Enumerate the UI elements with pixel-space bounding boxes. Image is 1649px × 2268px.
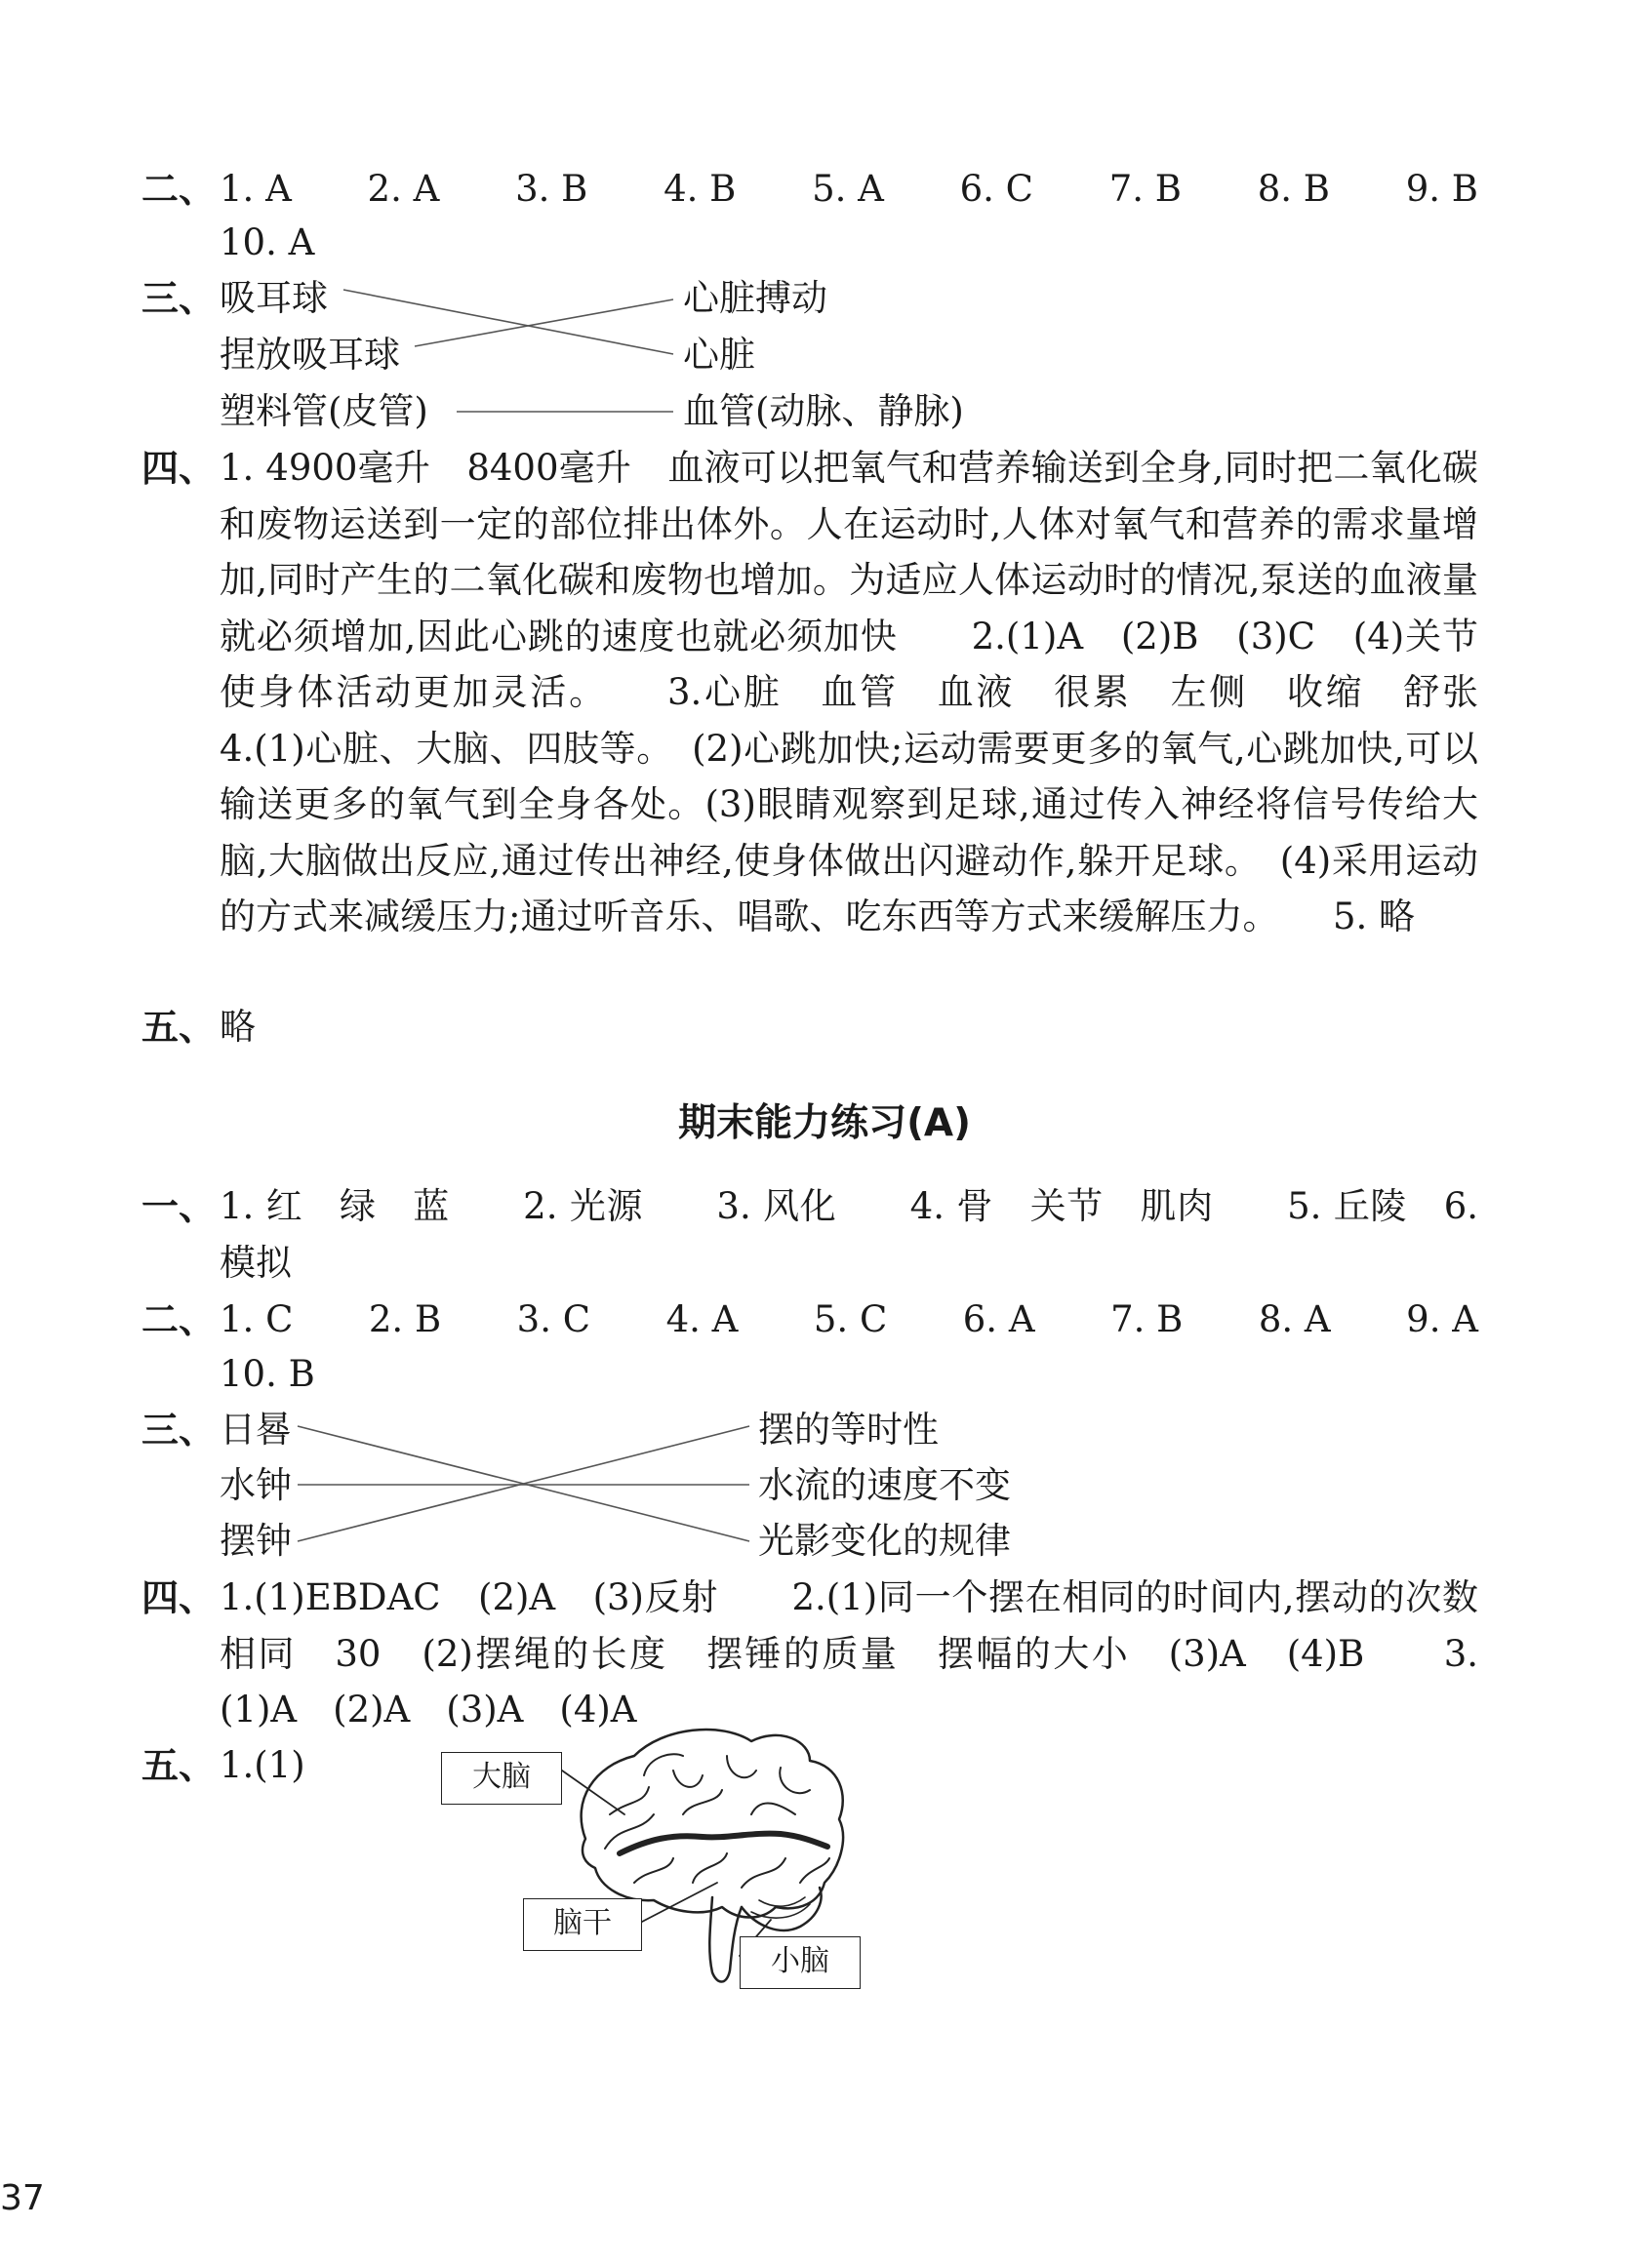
- match-right-item: 心脏: [683, 334, 755, 376]
- question-4-marker: 四、: [141, 1576, 217, 1619]
- question-5-answer: 1.(1): [220, 1744, 305, 1786]
- match-right-item: 水流的速度不变: [758, 1464, 1011, 1506]
- answer-item: 5. A: [812, 168, 884, 210]
- answer-item: 3. B: [515, 168, 588, 210]
- question-3-marker: 三、: [141, 277, 217, 320]
- match-right-item: 心脏搏动: [683, 277, 827, 319]
- question-5-answer: 略: [220, 1006, 256, 1048]
- question-2-answer-10: 10. A: [220, 221, 315, 263]
- leader-line: [562, 1771, 624, 1814]
- match-right-item: 血管(动脉、静脉): [683, 390, 964, 432]
- answer-item: 9. B: [1405, 168, 1478, 210]
- match-left-item: 捏放吸耳球: [220, 334, 400, 376]
- page-number: 37: [0, 2178, 45, 2218]
- question-2-marker: 二、: [141, 1298, 217, 1341]
- answer-item: 8. B: [1257, 168, 1330, 210]
- match-right-item: 摆的等时性: [758, 1409, 939, 1451]
- answer-item: 3. C: [516, 1298, 591, 1340]
- answer-item: 1. A: [220, 168, 292, 210]
- question-4-answer: 1. 4900毫升 8400毫升 血液可以把氧气和营养输送到全身,同时把二氧化碳和废物运送到一定的部位排出体外。人在运动时,人体对氧气和营养的需求量增加,同时产生的二氧化碳和废物也增加。为适应人体运动时的情况,泵送的血液量就必须增加,因此心跳的速度也就必须加快 2.(1)A (2)B (3)C (4)关节使身体活动更加灵活。 3.心脏 血管 血液 很累 左侧 收缩 舒张 4.(1)心脏、大脑、四肢等。 (2)心跳加快;运动需要更多的氧气,心跳加快,可以输送更多的氧气到全身各处。(3)眼睛观察到足球,通过传入神经将信号传给大脑,大脑做出反应,通过传出神经,使身体做出闪避动作,躲开足球。 (4)采用运动的方式来减缓压力;通过听音乐、唱歌、吃东西等方式来缓解压力。 5. 略: [220, 447, 1550, 937]
- answer-item: 7. B: [1110, 1298, 1184, 1340]
- answer-item: 2. A: [367, 168, 440, 210]
- match-left-item: 吸耳球: [220, 277, 328, 319]
- question-4-marker: 四、: [141, 447, 217, 490]
- answer-item: 6. A: [962, 1298, 1035, 1340]
- cerebrum-outline: [582, 1730, 843, 1918]
- leader-line: [642, 1883, 717, 1922]
- question-5-marker: 五、: [141, 1744, 217, 1787]
- question-5-marker: 五、: [141, 1006, 217, 1049]
- answer-item: 4. B: [664, 168, 737, 210]
- answer-item: 5. C: [813, 1298, 888, 1340]
- brain-label-cerebrum: 大脑: [441, 1752, 562, 1805]
- brain-label-cerebellum: 小脑: [740, 1936, 861, 1989]
- brain-fissure: [620, 1834, 827, 1853]
- match-right-item: 光影变化的规律: [758, 1520, 1011, 1562]
- answer-item: 8. A: [1258, 1298, 1331, 1340]
- match-left-item: 塑料管(皮管): [220, 390, 428, 432]
- brain-label-brainstem: 脑干: [523, 1898, 642, 1951]
- question-3-marker: 三、: [141, 1409, 217, 1452]
- match-left-item: 水钟: [220, 1464, 292, 1506]
- answer-item: 2. B: [368, 1298, 442, 1340]
- question-1-marker: 一、: [141, 1185, 217, 1228]
- section-title: 期末能力练习(A): [678, 1101, 971, 1145]
- answer-item: 6. C: [959, 168, 1033, 210]
- question-1-answer: 1. 红 绿 蓝 2. 光源 3. 风化 4. 骨 关节 肌肉 5. 丘陵 6. 模拟: [220, 1185, 1478, 1284]
- answer-item: 1. C: [220, 1298, 294, 1340]
- answer-item: 9. A: [1406, 1298, 1478, 1340]
- answer-item: 7. B: [1108, 168, 1182, 210]
- question-2-answer-10: 10. B: [220, 1353, 315, 1395]
- brain-gyri: [605, 1754, 829, 1888]
- answer-item: 4. A: [665, 1298, 739, 1340]
- match-left-item: 摆钟: [220, 1520, 292, 1562]
- question-2-marker: 二、: [141, 168, 217, 211]
- match-left-item: 日晷: [220, 1409, 292, 1451]
- question-4-answer: 1.(1)EBDAC (2)A (3)反射 2.(1)同一个摆在相同的时间内,摆动的次数相同 30 (2)摆绳的长度 摆锤的质量 摆幅的大小 (3)A (4)B 3.(1)A (2)A (3)A (4)A: [220, 1576, 1478, 1731]
